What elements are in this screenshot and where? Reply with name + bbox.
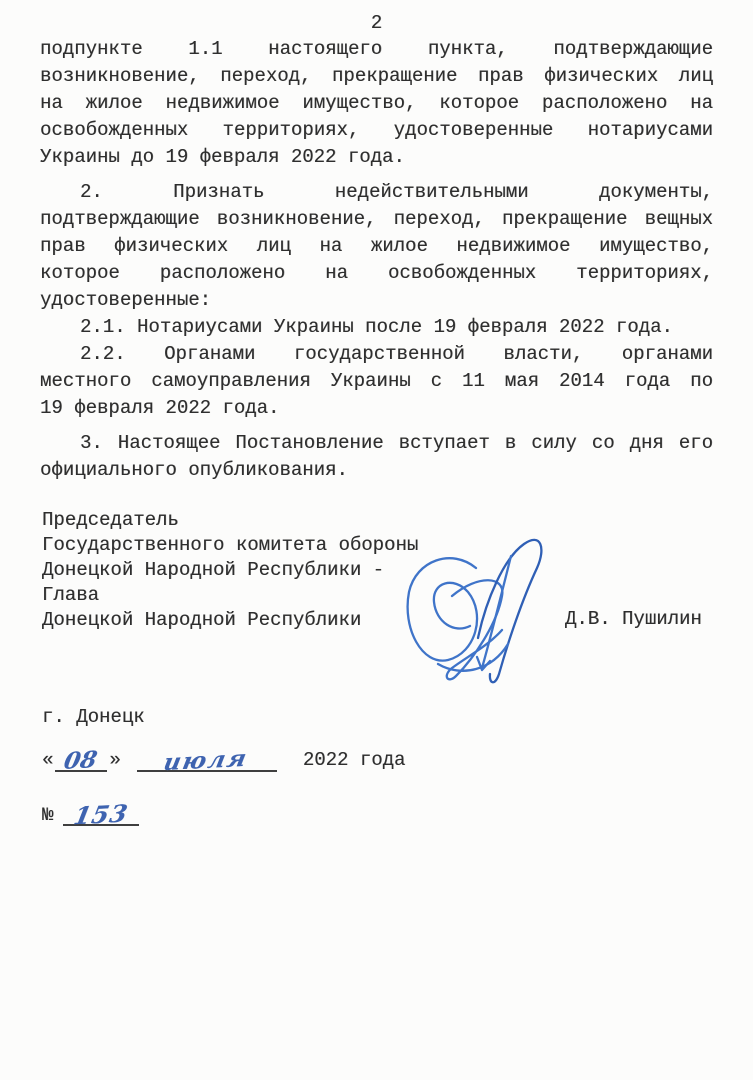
handwritten-number: 153	[71, 798, 131, 831]
typed-year: 2022 года	[302, 749, 406, 771]
month-blank	[137, 744, 277, 777]
handwritten-day: 08	[61, 746, 100, 775]
close-quote: »	[109, 749, 121, 771]
paragraph-2-2	[40, 341, 713, 422]
text-line: Украины до 19 февраля 2022 года.	[40, 146, 405, 168]
text-line: прав физических лиц на жилое недвижимое имущество,	[40, 235, 713, 257]
open-quote: «	[42, 749, 54, 771]
text-line: 2.1. Нотариусами Украины после 19 февраля 2022 года.	[80, 316, 673, 338]
city-line: г. Донецк	[42, 706, 145, 728]
document-body	[40, 36, 713, 484]
text-line: 2.2. Органами государственной власти, органами	[80, 343, 713, 365]
text-line: которое расположено на освобожденных территориях,	[40, 262, 713, 284]
text-line: 3. Настоящее Постановление вступает в силу со дня его	[80, 432, 713, 454]
signature-title-line: Донецкой Народной Республики	[42, 609, 362, 631]
text-line: подпункте 1.1 настоящего пункта, подтверждающие	[40, 38, 713, 60]
signature-block	[0, 508, 753, 718]
paragraph-2	[40, 179, 713, 314]
handwritten-month: июля	[161, 744, 251, 777]
text-line: на жилое недвижимое имущество, которое расположено на	[40, 92, 713, 114]
paragraph-2-1	[40, 314, 713, 341]
number-line	[42, 798, 139, 831]
text-line: 19 февраля 2022 года.	[40, 397, 280, 419]
text-line: освобожденных территориях, удостоверенные нотариусами	[40, 119, 713, 141]
date-line	[42, 744, 406, 777]
number-sign: №	[42, 804, 54, 826]
signature-title-line: Председатель	[42, 509, 179, 531]
paragraph-1	[40, 36, 713, 171]
number-blank	[63, 798, 139, 831]
text-line: подтверждающие возникновение, переход, прекращение вещных	[40, 208, 713, 230]
text-line: удостоверенные:	[40, 289, 212, 311]
signer-name: Д.В. Пушилин	[565, 608, 702, 630]
signature-title-line: Глава	[42, 584, 100, 606]
signature-title-line: Государственного комитета обороны	[42, 534, 419, 556]
text-line: официального опубликования.	[40, 459, 348, 481]
day-blank	[55, 746, 107, 775]
page-number: 2	[370, 12, 383, 34]
text-line: возникновение, переход, прекращение прав физических лиц	[40, 65, 713, 87]
signature-title-line: Донецкой Народной Республики -	[42, 559, 385, 581]
paragraph-3	[40, 430, 713, 484]
text-line: 2. Признать недействительными документы,	[80, 181, 713, 203]
text-line: местного самоуправления Украины с 11 мая 2014 года по	[40, 370, 713, 392]
